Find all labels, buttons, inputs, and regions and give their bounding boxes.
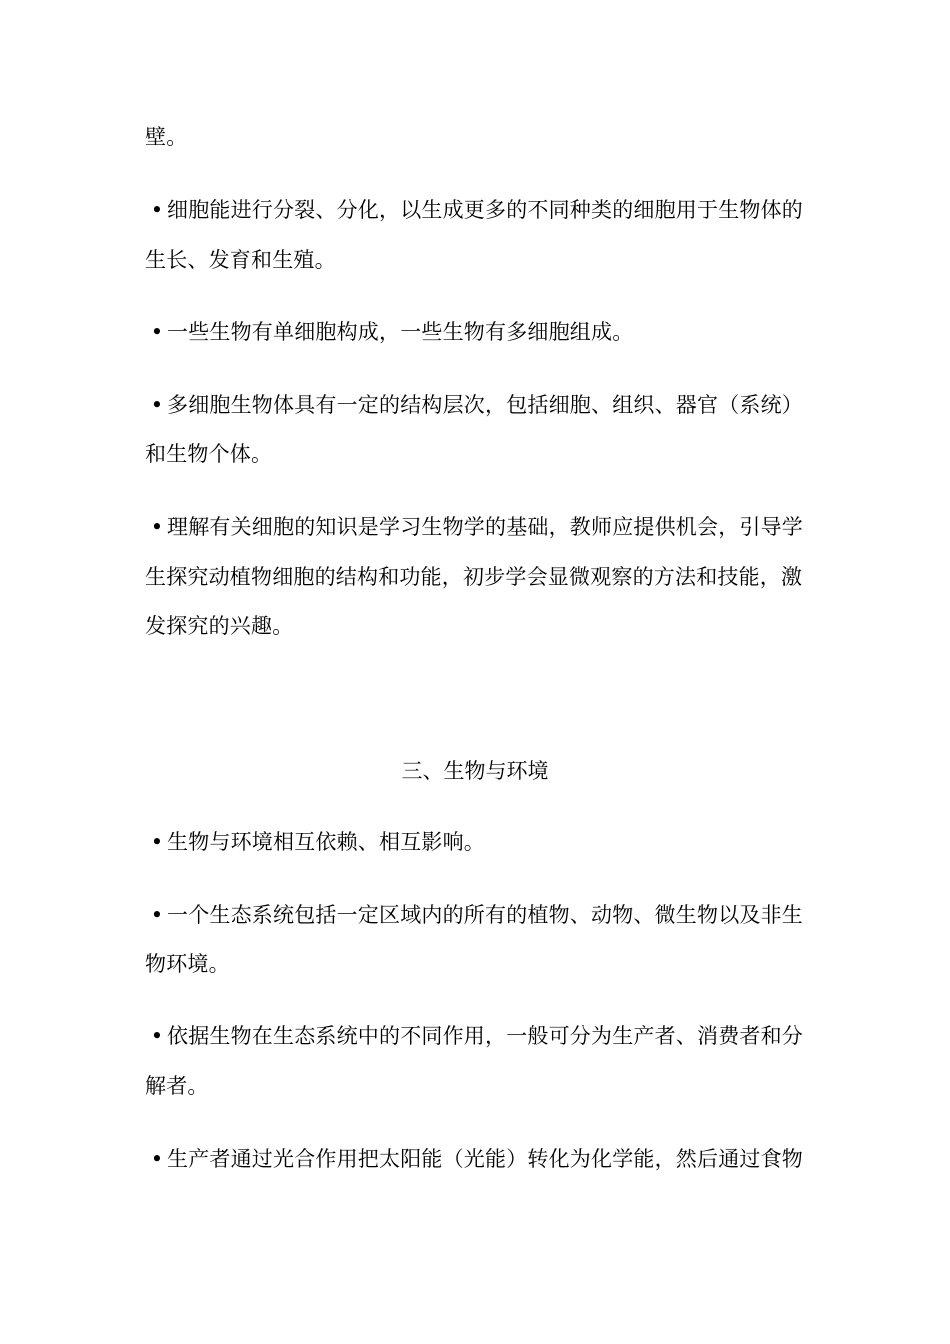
bullet-line <box>145 513 815 541</box>
text-line <box>145 612 815 640</box>
line-text: 细胞能进行分裂、分化，以生成更多的不同种类的细胞用于生物体的 <box>167 198 803 222</box>
line-text: 依据生物在生态系统中的不同作用，一般可分为生产者、消费者和分 <box>167 1024 803 1048</box>
bullet-icon: • <box>150 198 164 222</box>
bullet-line <box>145 828 815 856</box>
text-line <box>145 563 815 591</box>
text-line <box>145 123 815 151</box>
bullet-icon: • <box>150 393 164 417</box>
bullet-line <box>145 901 815 929</box>
bullet-line <box>145 196 815 224</box>
text-line <box>145 246 815 274</box>
section-heading: 三、生物与环境 <box>401 759 549 783</box>
bullet-icon: • <box>150 903 164 927</box>
text-line <box>145 1072 815 1100</box>
bullet-line <box>145 318 815 346</box>
bullet-icon: • <box>150 515 164 539</box>
text-line <box>145 950 815 978</box>
bullet-line <box>145 1145 815 1173</box>
line-text: 发探究的兴趣。 <box>145 614 294 638</box>
line-text: 生长、发育和生殖。 <box>145 248 336 272</box>
line-text: 多细胞生物体具有一定的结构层次，包括细胞、组织、器官（系统） <box>167 393 803 417</box>
line-text: 解者。 <box>145 1074 209 1098</box>
line-text: 理解有关细胞的知识是学习生物学的基础，教师应提供机会，引导学 <box>167 515 803 539</box>
line-text: 一些生物有单细胞构成，一些生物有多细胞组成。 <box>167 320 634 344</box>
line-text: 和生物个体。 <box>145 442 273 466</box>
line-text: 生物与环境相互依赖、相互影响。 <box>167 830 485 854</box>
bullet-icon: • <box>150 1147 164 1171</box>
line-text: 生产者通过光合作用把太阳能（光能）转化为化学能，然后通过食物 <box>167 1147 803 1171</box>
bullet-icon: • <box>150 320 164 344</box>
line-text: 物环境。 <box>145 952 230 976</box>
bullet-icon: • <box>150 1024 164 1048</box>
line-text: 一个生态系统包括一定区域内的所有的植物、动物、微生物以及非生 <box>167 903 803 927</box>
bullet-line <box>145 1022 815 1050</box>
line-text: 壁。 <box>145 125 188 149</box>
bullet-icon: • <box>150 830 164 854</box>
bullet-line <box>145 391 815 419</box>
line-text: 生探究动植物细胞的结构和功能，初步学会显微观察的方法和技能，激 <box>145 565 803 589</box>
text-line <box>145 440 815 468</box>
